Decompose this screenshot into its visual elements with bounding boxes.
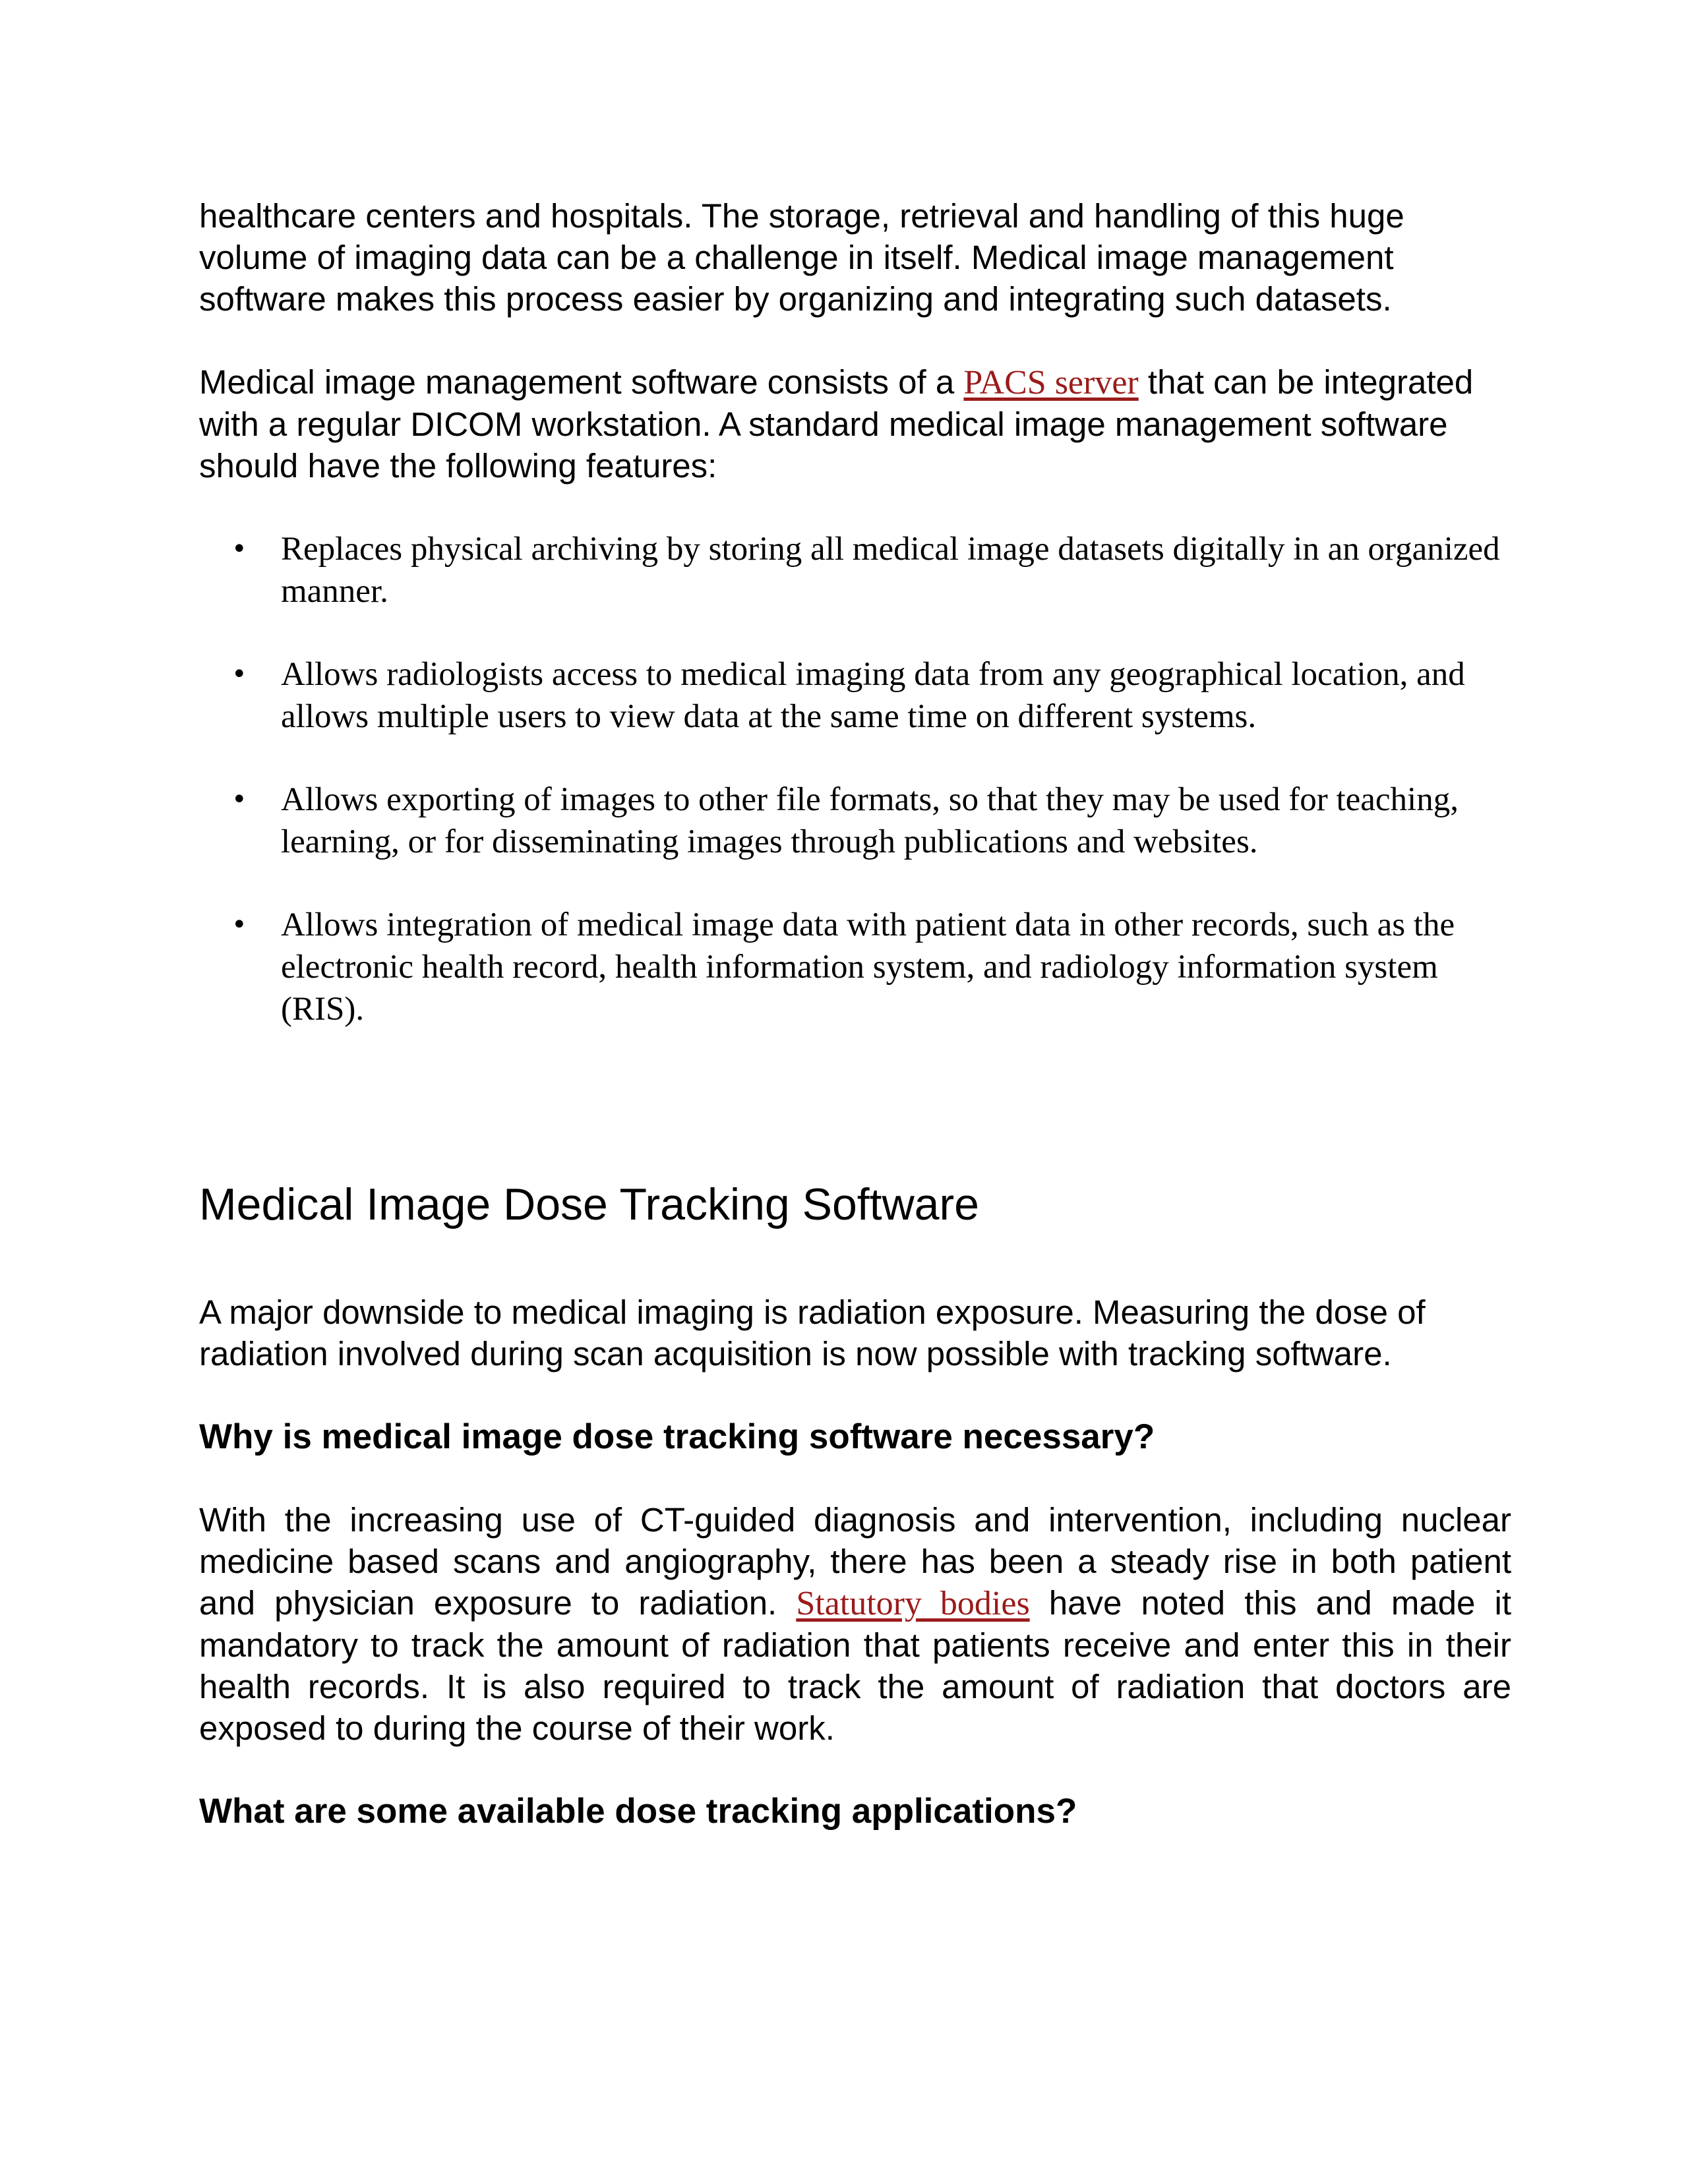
- feature-item-text: Allows radiologists access to medical imaging data from any geographical location, and allows multiple users to view data at the same time on different systems.: [281, 656, 1465, 735]
- feature-item-text: Allows integration of medical image data with patient data in other records, such as the electronic health record, health information system, and radiology information system (RIS).: [281, 906, 1455, 1028]
- feature-item-text: Allows exporting of images to other file formats, so that they may be used for teaching, learning, or for disseminating images through publications and websites.: [281, 781, 1459, 860]
- bullet-icon: •: [231, 910, 247, 940]
- pacs-paragraph-text-before: Medical image management software consists of a: [199, 363, 964, 401]
- why-heading: Why is medical image dose tracking software necessary?: [199, 1417, 1155, 1456]
- page-content: [199, 195, 1511, 1874]
- why-paragraph: [199, 1499, 1511, 1749]
- section-intro-paragraph: A major downside to medical imaging is radiation exposure. Measuring the dose of radiation involved during scan acquisition is now possible with tracking software.: [199, 1293, 1426, 1372]
- pacs-paragraph-text-after: that can be integrated with a regular DICOM workstation. A standard medical image management software should have the following features:: [199, 363, 1474, 485]
- why-paragraph-text-before: With the increasing use of CT-guided diagnosis and intervention, including nuclear medicine based scans and angiography, there has been a steady rise in both patient and physician exposure to radiation.: [199, 1501, 1511, 1622]
- feature-item: [199, 779, 1501, 863]
- intro-paragraph: healthcare centers and hospitals. The storage, retrieval and handling of this huge volume of imaging data can be a challenge in itself. Medical image management software makes this process easier by organizing and integrating such datasets.: [199, 197, 1404, 318]
- feature-item-text: Replaces physical archiving by storing all medical image datasets digitally in an organized manner.: [281, 531, 1500, 610]
- feature-item: [199, 653, 1501, 738]
- pacs-paragraph: [199, 361, 1511, 487]
- why-paragraph-text-after: have noted this and made it mandatory to track the amount of radiation that patients receive and enter this in their health records. It is also required to track the amount of radiation that doctors are exposed to during the course of their work.: [199, 1584, 1512, 1747]
- features-list: [199, 528, 1511, 1030]
- bullet-icon: •: [231, 784, 247, 815]
- bullet-icon: •: [231, 659, 247, 690]
- apps-heading: What are some available dose tracking applications?: [199, 1792, 1077, 1831]
- feature-item: [199, 528, 1501, 612]
- pacs-server-link[interactable]: PACS server: [963, 364, 1139, 401]
- bullet-icon: •: [231, 534, 247, 564]
- statutory-bodies-link[interactable]: Statutory bodies: [796, 1585, 1030, 1622]
- section-title: Medical Image Dose Tracking Software: [199, 1179, 979, 1229]
- feature-item: [199, 904, 1501, 1030]
